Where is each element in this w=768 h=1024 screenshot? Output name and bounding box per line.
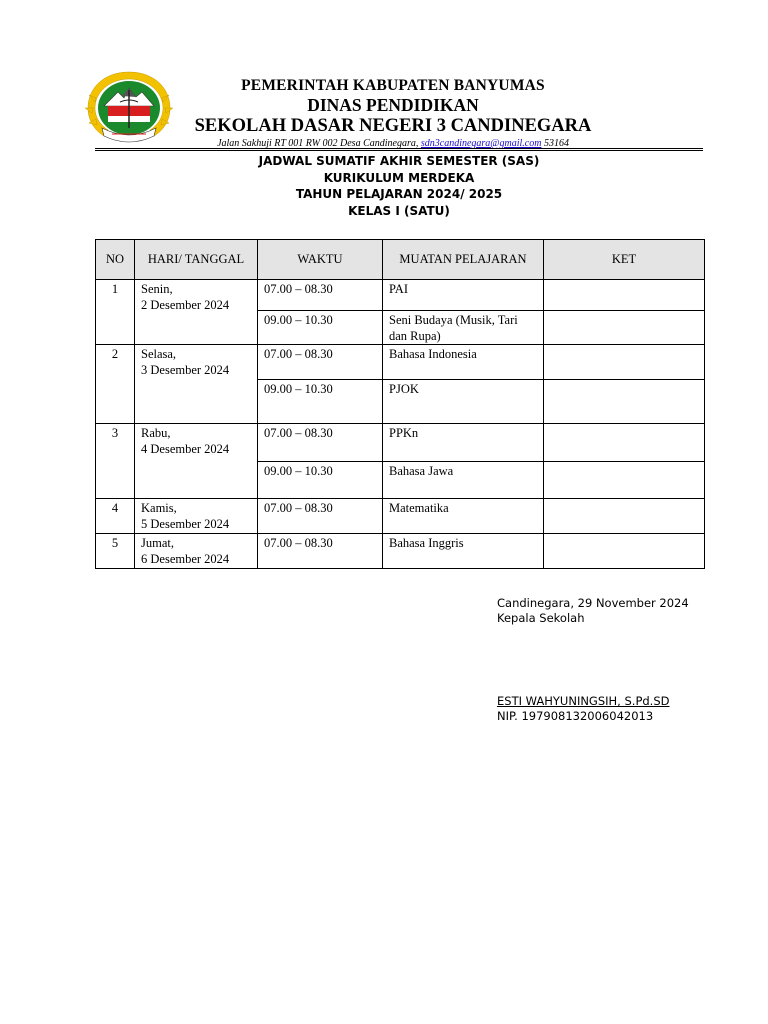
time-cell: 07.00 – 08.30: [258, 280, 383, 311]
row-number: 3: [96, 424, 135, 499]
day-date-cell: [135, 499, 258, 534]
curriculum-label: KURIKULUM MERDEKA: [323, 170, 475, 185]
day-label: Jumat,: [141, 536, 174, 550]
table-row: [96, 345, 705, 380]
academic-year: TAHUN PELAJARAN 2024/ 2025: [295, 187, 503, 201]
subject-cell: PJOK: [383, 380, 544, 424]
email-link[interactable]: sdn3candinegara@gmail.com: [420, 137, 542, 149]
banyumas-regency-emblem-icon: [82, 68, 176, 146]
date-label: 5 Desember 2024: [141, 516, 230, 531]
time-cell: 07.00 – 08.30: [258, 499, 383, 534]
school-name: SEKOLAH DASAR NEGERI 3 CANDINEGARA: [194, 116, 592, 136]
letterhead: [170, 78, 616, 149]
postal-code: 53164: [543, 137, 569, 149]
time-cell: 09.00 – 10.30: [258, 311, 383, 345]
day-date-cell: [135, 424, 258, 499]
document-title: JADWAL SUMATIF AKHIR SEMESTER (SAS): [258, 154, 540, 168]
address-text: Jalan Sakhuji RT 001 RW 002 Desa Candinegara,: [217, 137, 419, 149]
time-cell: 07.00 – 08.30: [258, 534, 383, 569]
subject-cell: Bahasa Jawa: [383, 462, 544, 499]
subject-cell: Bahasa Inggris: [383, 534, 544, 569]
table-header-row: [96, 240, 705, 280]
day-date-cell: [135, 534, 258, 569]
column-header-subject: MUATAN PELAJARAN: [383, 240, 544, 280]
day-label: Selasa,: [141, 347, 177, 361]
place-date: Candinegara, 29 November 2024: [497, 596, 689, 610]
document-title-block: [95, 153, 703, 219]
table-row: [96, 499, 705, 534]
table-row: [96, 534, 705, 569]
row-number: 1: [96, 280, 135, 345]
row-number: 4: [96, 499, 135, 534]
day-label: Senin,: [141, 282, 173, 296]
column-header-time: WAKTU: [258, 240, 383, 280]
letterhead-rule: [95, 148, 703, 149]
date-label: 6 Desember 2024: [141, 551, 230, 566]
notes-cell: [544, 462, 705, 499]
subject-cell: Seni Budaya (Musik, Tari dan Rupa): [383, 311, 544, 345]
notes-cell: [544, 424, 705, 462]
notes-cell: [544, 311, 705, 345]
row-number: 5: [96, 534, 135, 569]
signatory-nip: NIP. 197908132006042013: [497, 709, 654, 723]
row-number: 2: [96, 345, 135, 424]
subject-cell: PPKn: [383, 424, 544, 462]
class-label: KELAS I (SATU): [348, 203, 450, 218]
date-label: 4 Desember 2024: [141, 441, 230, 456]
day-date-cell: [135, 345, 258, 424]
time-cell: 07.00 – 08.30: [258, 345, 383, 380]
signatory-position: Kepala Sekolah: [497, 611, 585, 625]
day-date-cell: [135, 280, 258, 345]
time-cell: 09.00 – 10.30: [258, 462, 383, 499]
date-label: 3 Desember 2024: [141, 362, 230, 377]
schedule-table: [95, 239, 705, 569]
column-header-day-date: HARI/ TANGGAL: [135, 240, 258, 280]
subject-cell: Bahasa Indonesia: [383, 345, 544, 380]
government-name: PEMERINTAH KABUPATEN BANYUMAS: [241, 77, 545, 94]
letterhead-rule-thin: [95, 150, 703, 151]
signature-block: [497, 596, 689, 724]
notes-cell: [544, 345, 705, 380]
day-label: Rabu,: [141, 426, 171, 440]
subject-cell: Matematika: [383, 499, 544, 534]
notes-cell: [544, 380, 705, 424]
date-label: 2 Desember 2024: [141, 297, 230, 312]
time-cell: 09.00 – 10.30: [258, 380, 383, 424]
day-label: Kamis,: [141, 501, 177, 515]
time-cell: 07.00 – 08.30: [258, 424, 383, 462]
column-header-no: NO: [96, 240, 135, 280]
column-header-notes: KET: [544, 240, 705, 280]
subject-cell: PAI: [383, 280, 544, 311]
agency-name: DINAS PENDIDIKAN: [307, 94, 479, 115]
table-row: [96, 280, 705, 311]
table-row: [96, 424, 705, 462]
notes-cell: [544, 280, 705, 311]
notes-cell: [544, 499, 705, 534]
school-address: [170, 139, 616, 149]
signatory-name: ESTI WAHYUNINGSIH, S.Pd.SD: [497, 694, 670, 708]
notes-cell: [544, 534, 705, 569]
